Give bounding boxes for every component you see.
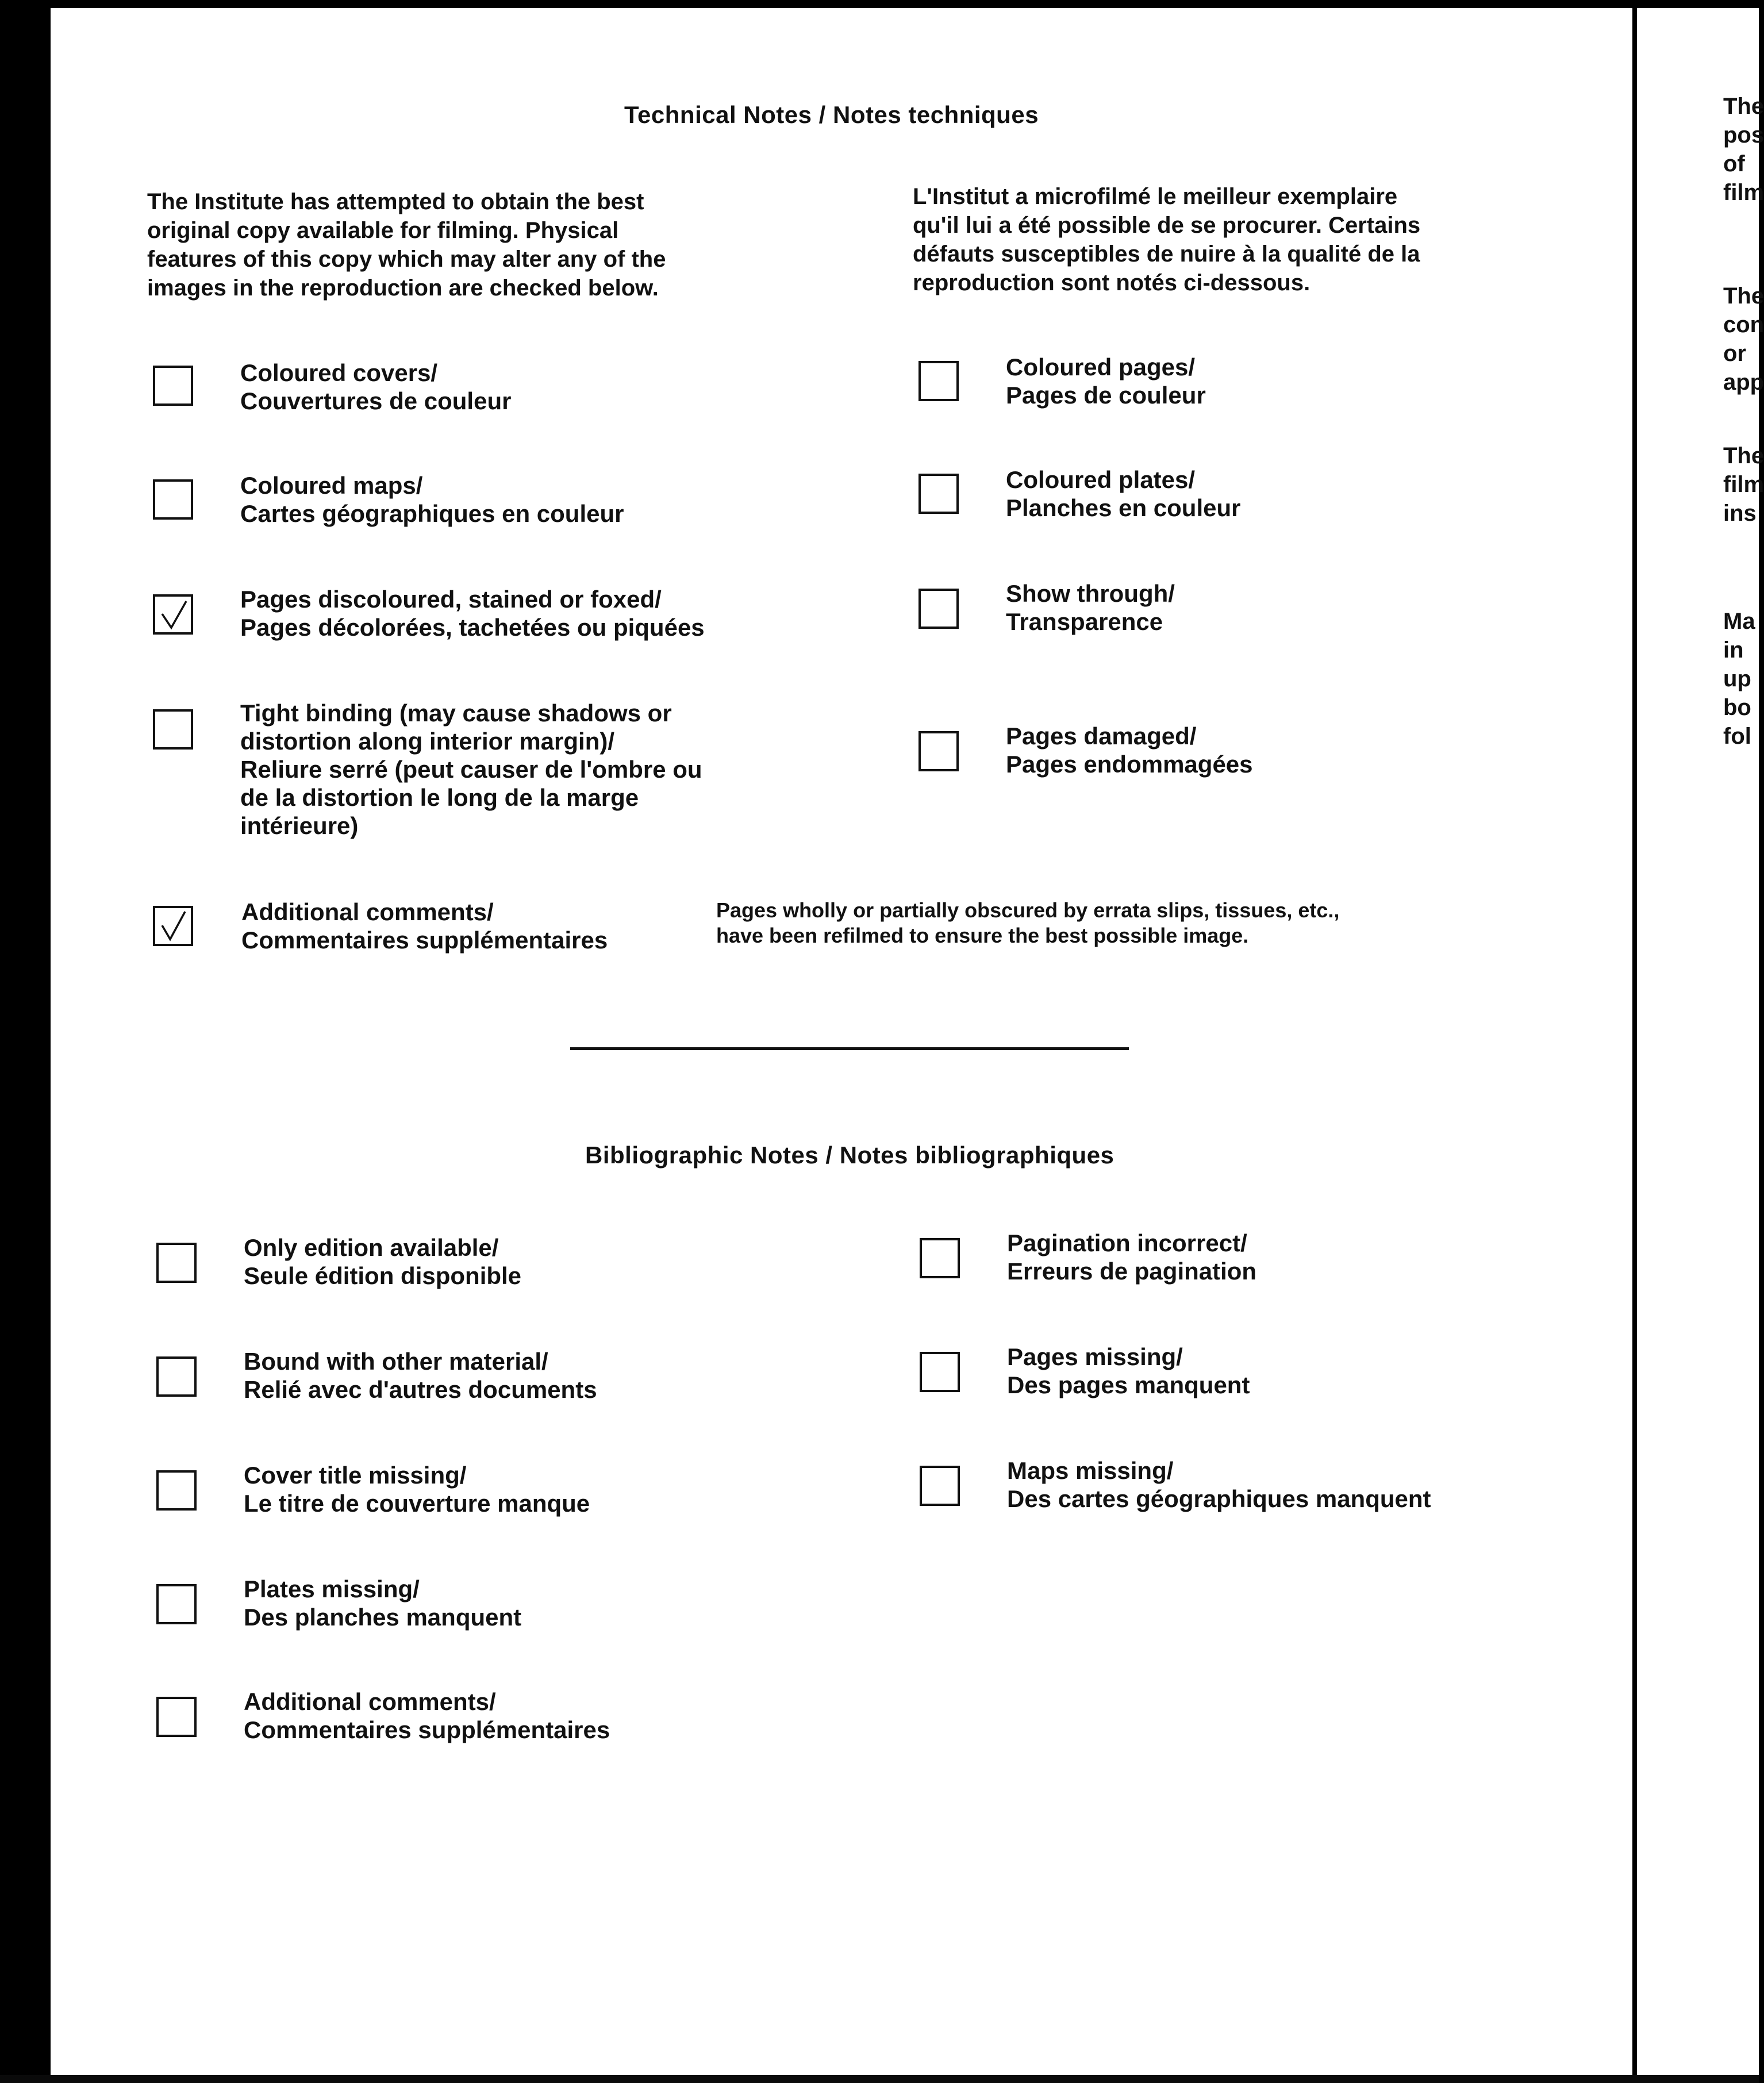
label-pages-discoloured: Pages discoloured, stained or foxed/ Pages décolorées, tachetées ou piquées — [240, 586, 705, 641]
checkbox-show-through[interactable] — [918, 589, 959, 629]
checkbox-pages-discoloured[interactable] — [153, 594, 193, 635]
checkbox-additional-comments-biblio[interactable] — [156, 1697, 197, 1737]
checkbox-tight-binding[interactable] — [153, 709, 193, 750]
check-mark-icon — [159, 599, 190, 631]
label-tight-binding: Tight binding (may cause shadows or distortion along interior margin)/ Reliure serré (peut causer de l'ombre ou de la distortion le long de la marge intérieure) — [240, 700, 702, 839]
bibliographic-notes-heading: Bibliographic Notes / Notes bibliographiques — [585, 1142, 1114, 1169]
checkbox-pages-missing[interactable] — [920, 1352, 960, 1392]
checkbox-plates-missing[interactable] — [156, 1584, 197, 1624]
checkbox-pagination-incorrect[interactable] — [920, 1238, 960, 1278]
fragment-text-2: The con or app — [1723, 283, 1764, 395]
label-coloured-plates: Coloured plates/ Planches en couleur — [1006, 466, 1241, 521]
label-coloured-pages: Coloured pages/ Pages de couleur — [1006, 353, 1206, 409]
label-maps-missing: Maps missing/ Des cartes géographiques manquent — [1007, 1457, 1431, 1512]
label-bound-with: Bound with other material/ Relié avec d'autres documents — [244, 1348, 597, 1403]
label-pages-missing: Pages missing/ Des pages manquent — [1007, 1343, 1250, 1398]
check-mark-icon — [159, 910, 190, 943]
checkbox-bound-with[interactable] — [156, 1356, 197, 1397]
checkbox-coloured-plates[interactable] — [918, 474, 959, 514]
fragment-text-4: Ma in up bo fol — [1723, 609, 1755, 749]
technical-notes-heading: Technical Notes / Notes techniques — [624, 101, 1039, 128]
checkbox-coloured-pages[interactable] — [918, 361, 959, 401]
intro-french: L'Institut a microfilmé le meilleur exemplaire qu'il lui a été possible de se procurer. Certains défauts susceptibles de nuire à la qualité de la reproduction sont notés ci-dessous. — [913, 184, 1421, 295]
fragment-text-3: The film ins — [1723, 443, 1764, 526]
checkbox-cover-title-missing[interactable] — [156, 1470, 197, 1511]
checkbox-coloured-covers[interactable] — [153, 366, 193, 406]
page-technical-notes — [51, 8, 1632, 2075]
fragment-text-1: The pos of film — [1723, 94, 1764, 205]
intro-english: The Institute has attempted to obtain the best original copy available for filming. Physical features of this copy which may alter any of the images in the reproduction are checked below. — [147, 189, 666, 301]
label-plates-missing: Plates missing/ Des planches manquent — [244, 1575, 522, 1631]
label-coloured-covers: Coloured covers/ Couvertures de couleur — [240, 359, 512, 414]
label-show-through: Show through/ Transparence — [1006, 580, 1175, 635]
checkbox-coloured-maps[interactable] — [153, 479, 193, 520]
checkbox-maps-missing[interactable] — [920, 1466, 960, 1506]
checkbox-pages-damaged[interactable] — [918, 731, 959, 771]
adjacent-page-fragment — [1637, 8, 1764, 2075]
label-only-edition: Only edition available/ Seule édition disponible — [244, 1234, 522, 1289]
label-cover-title-missing: Cover title missing/ Le titre de couverture manque — [244, 1462, 590, 1517]
checkbox-only-edition[interactable] — [156, 1243, 197, 1283]
label-pagination-incorrect: Pagination incorrect/ Erreurs de pagination — [1007, 1229, 1257, 1285]
section-divider — [570, 1047, 1129, 1050]
label-coloured-maps: Coloured maps/ Cartes géographiques en couleur — [240, 472, 624, 527]
additional-comments-note: Pages wholly or partially obscured by errata slips, tissues, etc., have been refilmed to ensure the best possible image. — [716, 898, 1340, 947]
label-additional-comments-biblio: Additional comments/ Commentaires supplémentaires — [244, 1688, 610, 1743]
scan-border-bottom — [0, 2075, 1759, 2083]
label-pages-damaged: Pages damaged/ Pages endommagées — [1006, 722, 1253, 778]
label-additional-comments-technical: Additional comments/ Commentaires supplémentaires — [241, 898, 608, 954]
checkbox-additional-comments-technical[interactable] — [153, 906, 193, 946]
